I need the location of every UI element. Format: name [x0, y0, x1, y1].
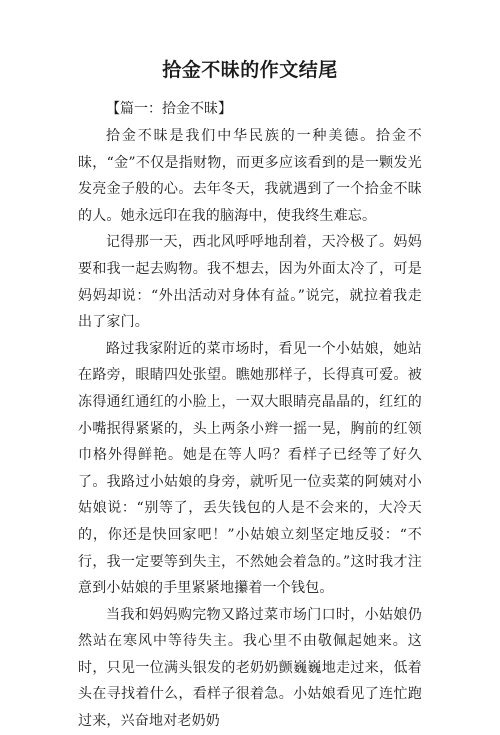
paragraph-3: 路过我家附近的菜市场时，看见一个小姑娘，她站在路旁，眼睛四处张望。瞧她那样子，长得真可爱。被冻得通红通红的小脸上，一双大眼睛亮晶晶的，红红的小嘴抿得紧紧的，头上两条小辫一摇一晃，胸前的红领巾格外得鲜艳。她是在等人吗？看样子已经等了好久了。我路过小姑娘的身旁，就听见一位卖菜的阿姨对小姑娘说：“别等了，丢失钱包的人是不会来的，大冷天的，你还是快回家吧！”小姑娘立刻坚定地反驳：“不行，我一定要等到失主，不然她会着急的。”这时我才注意到小姑娘的手里紧紧地攥着一个钱包。 [78, 340, 422, 597]
paragraph-1: 拾金不昧是我们中华民族的一种美德。拾金不昧，“金”不仅是指财物，而更多应该看到的是一颗发光发亮金子般的心。去年冬天，我就遇到了一个拾金不昧的人。她永远印在我的脑海中，使我终生难忘。 [78, 128, 422, 224]
section-heading: 【篇一：拾金不昧】 [106, 101, 232, 117]
document-title: 拾金不昧的作文结尾 [162, 59, 338, 81]
document-page [78, 56, 422, 735]
paragraph-2: 记得那一天，西北风呼呼地刮着，天冷极了。妈妈要和我一起去购物。我不想去，因为外面太冷了，可是妈妈却说：“外出活动对身体有益。”说完，就拉着我走出了家门。 [78, 234, 422, 331]
paragraph-4: 当我和妈妈购完物又路过菜市场门口时，小姑娘仍然站在寒风中等待失主。我心里不由敬佩起她来。这时，只见一位满头银发的老奶奶颤巍巍地走过来，低着头在寻找着什么，看样子很着急。小姑娘看见了连忙跑过来，兴奋地对老奶奶 [78, 606, 422, 730]
